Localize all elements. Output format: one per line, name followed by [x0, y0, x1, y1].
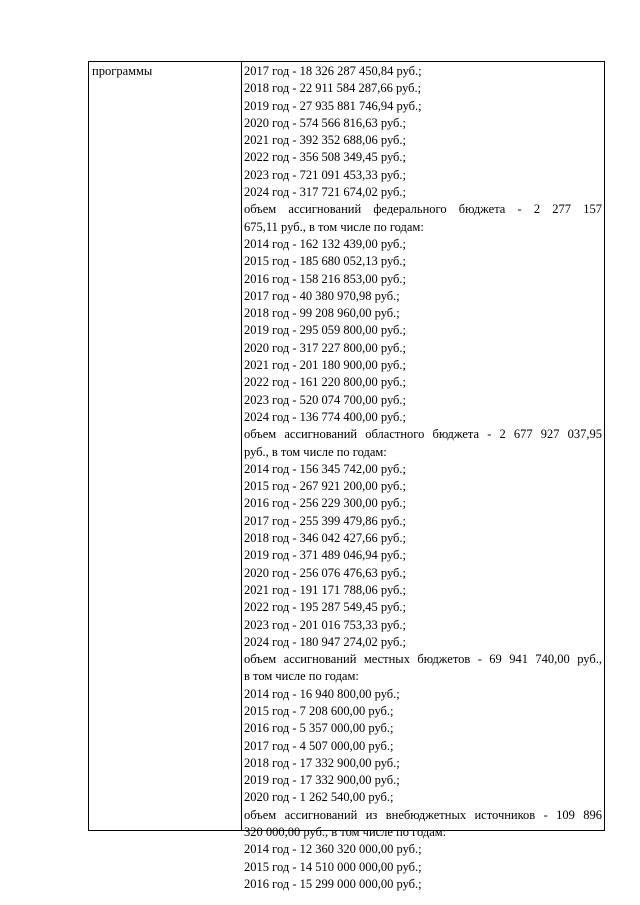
- funding-line: 2015 год - 7 208 600,00 руб.;: [244, 703, 394, 718]
- funding-line: 2016 год - 158 216 853,00 руб.;: [244, 271, 406, 286]
- funding-line: 2019 год - 295 059 800,00 руб.;: [244, 323, 406, 338]
- funding-line: 2020 год - 574 566 816,63 руб.;: [244, 115, 406, 130]
- funding-line: 2019 год - 17 332 900,00 руб.;: [244, 773, 400, 788]
- funding-line: 2015 год - 267 921 200,00 руб.;: [244, 479, 406, 494]
- funding-line: 2020 год - 1 262 540,00 руб.;: [244, 790, 394, 805]
- funding-heading-extrabudgetary-cont: 320 000,00 руб., в том числе по годам:: [244, 825, 447, 840]
- funding-line: 2015 год - 185 680 052,13 руб.;: [244, 254, 406, 269]
- funding-heading-regional-cont: руб., в том числе по годам:: [244, 444, 387, 459]
- funding-line: 2022 год - 356 508 349,45 руб.;: [244, 150, 406, 165]
- program-funding-table: [88, 61, 605, 891]
- funding-line: 2024 год - 317 721 674,02 руб.;: [244, 185, 406, 200]
- funding-line: 2020 год - 256 076 476,63 руб.;: [244, 565, 406, 580]
- funding-line: 2021 год - 191 171 788,06 руб.;: [244, 582, 406, 597]
- funding-line: 2018 год - 17 332 900,00 руб.;: [244, 755, 400, 770]
- funding-heading-federal-cont: 675,11 руб., в том числе по годам:: [244, 219, 424, 234]
- funding-line: 2023 год - 721 091 453,33 руб.;: [244, 167, 406, 182]
- funding-heading-federal: объем ассигнований федерального бюджета - 2 277 157: [244, 202, 602, 217]
- funding-line: 2018 год - 22 911 584 287,66 руб.;: [244, 81, 422, 96]
- funding-heading-regional: объем ассигнований областного бюджета - 2 677 927 037,95: [244, 427, 602, 442]
- funding-line: 2014 год - 16 940 800,00 руб.;: [244, 686, 400, 701]
- funding-line: 2014 год - 162 132 439,00 руб.;: [244, 236, 406, 251]
- funding-line: 2019 год - 27 935 881 746,94 руб.;: [244, 98, 422, 113]
- funding-line: 2017 год - 255 399 479,86 руб.;: [244, 513, 406, 528]
- right-cell-funding-lines: [244, 63, 602, 893]
- funding-line: 2019 год - 371 489 046,94 руб.;: [244, 548, 406, 563]
- funding-line: 2022 год - 161 220 800,00 руб.;: [244, 375, 406, 390]
- funding-line: 2017 год - 4 507 000,00 руб.;: [244, 738, 394, 753]
- funding-line: 2016 год - 5 357 000,00 руб.;: [244, 721, 394, 736]
- funding-line: 2014 год - 156 345 742,00 руб.;: [244, 461, 406, 476]
- funding-line: 2018 год - 346 042 427,66 руб.;: [244, 531, 406, 546]
- funding-line: 2015 год - 14 510 000 000,00 руб.;: [244, 859, 422, 874]
- funding-line: 2024 год - 180 947 274,02 руб.;: [244, 634, 406, 649]
- funding-heading-extrabudgetary: объем ассигнований из внебюджетных источников - 109 896: [244, 807, 602, 822]
- funding-heading-local-cont: в том числе по годам:: [244, 669, 359, 684]
- funding-line: 2016 год - 15 299 000 000,00 руб.;: [244, 876, 422, 891]
- funding-line: 2021 год - 201 180 900,00 руб.;: [244, 358, 406, 373]
- funding-line: 2018 год - 99 208 960,00 руб.;: [244, 306, 400, 321]
- funding-line: 2022 год - 195 287 549,45 руб.;: [244, 600, 406, 615]
- funding-heading-local: объем ассигнований местных бюджетов - 69 941 740,00 руб.,: [244, 652, 602, 667]
- funding-line: 2023 год - 520 074 700,00 руб.;: [244, 392, 406, 407]
- funding-line: 2021 год - 392 352 688,06 руб.;: [244, 133, 406, 148]
- funding-line: 2016 год - 256 229 300,00 руб.;: [244, 496, 406, 511]
- funding-line: 2020 год - 317 227 800,00 руб.;: [244, 340, 406, 355]
- funding-line: 2017 год - 40 380 970,98 руб.;: [244, 288, 400, 303]
- funding-line: 2014 год - 12 360 320 000,00 руб.;: [244, 842, 422, 857]
- funding-line: 2023 год - 201 016 753,33 руб.;: [244, 617, 406, 632]
- funding-line: 2017 год - 18 326 287 450,84 руб.;: [244, 64, 422, 78]
- left-cell-program-label: программы: [92, 64, 153, 78]
- funding-line: 2024 год - 136 774 400,00 руб.;: [244, 409, 406, 424]
- column-divider: [241, 62, 242, 830]
